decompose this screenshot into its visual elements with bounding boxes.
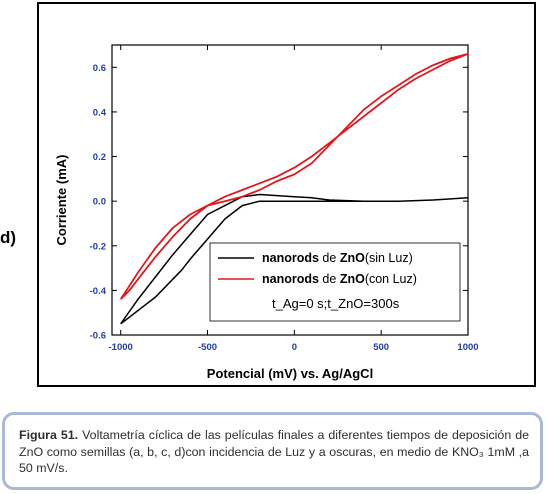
legend-entry-sin-luz-bold2: ZnO	[339, 251, 365, 265]
legend-entry-con-luz-bold: nanorods	[262, 272, 319, 286]
y-tick-label: 0.0	[92, 196, 106, 208]
legend	[210, 243, 460, 321]
figure-caption-label: Figura 51.	[19, 428, 79, 442]
figure-caption	[19, 427, 529, 477]
legend-entry-con-luz-bold2: ZnO	[339, 272, 365, 286]
x-tick-label: -500	[198, 342, 218, 353]
legend-entry-con-luz	[262, 272, 417, 286]
figure-caption-box	[2, 412, 543, 490]
legend-entry-sin-luz	[262, 251, 413, 265]
x-tick-label: 0	[291, 342, 297, 353]
figure-caption-text: Voltametría cíclica de las películas finales a diferentes tiempos de deposición de ZnO como semillas (a, b, c, d)con incidencia de Luz y a oscuras, en medio de KNO₃ 1mM ,a 50 mV/s.	[19, 428, 529, 475]
legend-entry-con-luz-mid: de	[318, 272, 340, 286]
y-tick-label: 0.4	[92, 107, 106, 119]
x-tick-label: 500	[373, 342, 390, 353]
x-tick-label: 1000	[457, 342, 479, 353]
y-tick-label: -0.6	[89, 330, 106, 342]
x-axis-label: Potencial (mV) vs. Ag/AgCl	[206, 366, 374, 381]
y-tick-label: -0.2	[89, 241, 106, 253]
panel-label: d)	[0, 228, 17, 247]
y-tick-label: 0.2	[92, 152, 106, 164]
legend-entry-sin-luz-bold: nanorods	[262, 251, 319, 265]
legend-note: t_Ag=0 s;t_ZnO=300s	[272, 296, 400, 311]
legend-entry-con-luz-tail: (con Luz)	[364, 272, 417, 286]
legend-entry-sin-luz-mid: de	[318, 251, 340, 265]
y-tick-label: 0.6	[92, 62, 106, 74]
legend-entry-sin-luz-tail: (sin Luz)	[364, 251, 413, 265]
x-tick-label: -1000	[108, 342, 133, 353]
y-tick-label: -0.4	[89, 285, 106, 297]
y-axis-label: Corriente (mA)	[54, 154, 69, 246]
